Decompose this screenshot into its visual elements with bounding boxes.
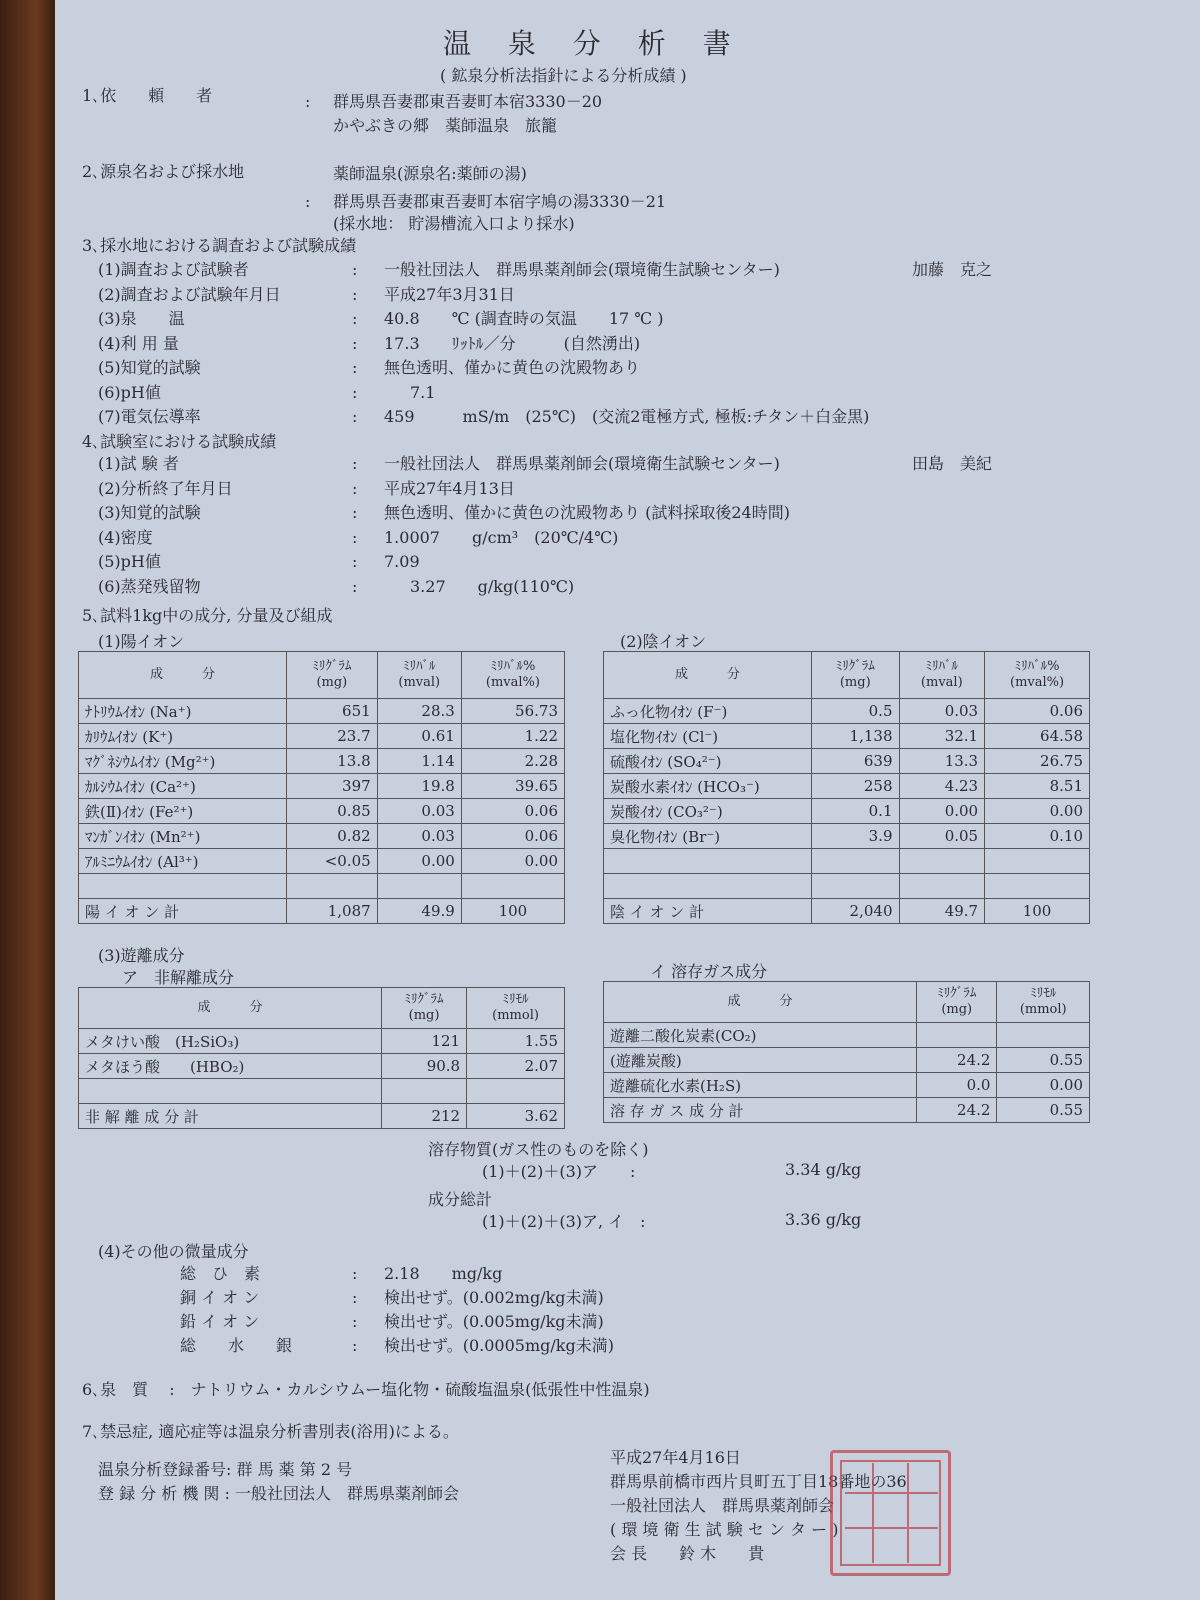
colon: : bbox=[352, 552, 358, 571]
trace-name: 総 水 銀 bbox=[180, 1336, 293, 1355]
cation-title: (1)陽イオン bbox=[98, 632, 185, 651]
cell-value: 639 bbox=[812, 749, 900, 774]
cell-value: 0.06 bbox=[461, 799, 564, 824]
field-label: (4)利 用 量 bbox=[98, 333, 179, 353]
column-header: ﾐﾘﾓﾙ (mmol) bbox=[467, 988, 565, 1029]
column-header: 成 分 bbox=[79, 988, 382, 1029]
colon: : bbox=[352, 527, 358, 547]
nondissociated-title: ア 非解離成分 bbox=[122, 968, 235, 987]
dissolved-value: 3.34 g/kg bbox=[785, 1160, 862, 1179]
colon: : bbox=[352, 309, 358, 328]
colon: : bbox=[352, 478, 358, 498]
column-header: ﾐﾘｸﾞﾗﾑ (mg) bbox=[382, 988, 467, 1029]
cell-value: 64.58 bbox=[985, 724, 1090, 749]
column-header: ﾐﾘｸﾞﾗﾑ (mg) bbox=[812, 652, 900, 699]
dissolved-formula: (1)＋(2)＋(3)ア : bbox=[482, 1162, 636, 1181]
column-header: ﾐﾘｸﾞﾗﾑ (mg) bbox=[917, 982, 997, 1023]
ion-name: ふっ化物ｲｵﾝ (F⁻) bbox=[604, 699, 812, 724]
total-label: 陽 イ オ ン 計 bbox=[79, 899, 287, 924]
column-header: ﾐﾘﾊﾞﾙ (mval) bbox=[377, 652, 461, 699]
cell-value: 0.03 bbox=[899, 699, 985, 724]
dissolved-gas-title: イ 溶存ガス成分 bbox=[650, 962, 768, 981]
field-label: (3)泉 温 bbox=[98, 309, 185, 328]
table-row bbox=[79, 799, 565, 824]
cell-value: 258 bbox=[812, 774, 900, 799]
field-value: 7.1 bbox=[410, 382, 436, 402]
field-label: (6)蒸発残留物 bbox=[98, 576, 201, 596]
cell-value: 19.8 bbox=[377, 774, 461, 799]
cell-value: 0.5 bbox=[812, 699, 900, 724]
field-label: (3)知覚的試験 bbox=[98, 503, 201, 522]
issuer-organization: 一般社団法人 群馬県薬剤師会 bbox=[610, 1496, 835, 1515]
dissolved-label: 溶存物質(ガス性のものを除く) bbox=[428, 1140, 649, 1159]
component-name: 遊離硫化水素(H₂S) bbox=[604, 1073, 917, 1098]
cell-value: 0.03 bbox=[377, 799, 461, 824]
field-value: 1.0007 g/cm³ (20℃/4℃) bbox=[384, 527, 619, 547]
total-label: 非 解 離 成 分 計 bbox=[79, 1104, 382, 1129]
field-label: (6)pH値 bbox=[98, 382, 161, 402]
field-value: 平成27年3月31日 bbox=[384, 284, 515, 304]
cell-value: 39.65 bbox=[461, 774, 564, 799]
colon: : bbox=[305, 92, 311, 111]
section3-heading: 3､採水地における調査および試験成績 bbox=[82, 236, 357, 255]
table-row bbox=[79, 749, 565, 774]
ion-name: ｶﾘｳﾑｲｵﾝ (K⁺) bbox=[79, 724, 287, 749]
total-value: 2,040 bbox=[812, 899, 900, 924]
field-extra: 田島 美紀 bbox=[912, 454, 993, 473]
table-row bbox=[79, 849, 565, 874]
anion-table bbox=[603, 651, 1090, 924]
field-value: 7.09 bbox=[384, 552, 420, 571]
issue-date: 平成27年4月16日 bbox=[610, 1448, 741, 1467]
section4-heading: 4､試験室における試験成績 bbox=[82, 432, 277, 451]
table-row bbox=[79, 874, 565, 899]
column-header: ﾐﾘﾓﾙ (mmol) bbox=[997, 982, 1090, 1023]
field-value: 459 mS/m (25℃) (交流2電極方式, 極板:チタン＋白金黒) bbox=[384, 407, 870, 426]
cell-value bbox=[985, 849, 1090, 874]
total-label: 陰 イ オ ン 計 bbox=[604, 899, 812, 924]
cell-value bbox=[899, 874, 985, 899]
field-label: (1)試 験 者 bbox=[98, 454, 179, 473]
cell-value: 90.8 bbox=[382, 1054, 467, 1079]
cell-value: 1,138 bbox=[812, 724, 900, 749]
cell-value: 3.9 bbox=[812, 824, 900, 849]
cell-value: 2.07 bbox=[467, 1054, 565, 1079]
column-header: ﾐﾘﾊﾞﾙ% (mval%) bbox=[985, 652, 1090, 699]
field-label: (7)電気伝導率 bbox=[98, 407, 201, 426]
total-row bbox=[79, 1104, 565, 1129]
trace-value: 検出せず。(0.0005mg/kg未満) bbox=[384, 1336, 614, 1355]
total-formula: (1)＋(2)＋(3)ア, イ : bbox=[482, 1212, 646, 1231]
gas-table bbox=[603, 981, 1090, 1123]
cell-value: 13.8 bbox=[287, 749, 378, 774]
table-row bbox=[79, 699, 565, 724]
table-row bbox=[604, 1023, 1090, 1048]
ion-name: ﾏﾝｶﾞﾝｲｵﾝ (Mn²⁺) bbox=[79, 824, 287, 849]
cell-value: 2.28 bbox=[461, 749, 564, 774]
field-label: (2)分析終了年月日 bbox=[98, 478, 233, 498]
total-row bbox=[604, 1098, 1090, 1123]
issuer-center: ( 環 境 衛 生 試 験 セ ン タ ー ) bbox=[610, 1520, 839, 1539]
table-row bbox=[79, 1029, 565, 1054]
field-label: (4)密度 bbox=[98, 527, 153, 547]
colon: : bbox=[352, 333, 358, 353]
official-seal bbox=[830, 1450, 951, 1576]
source-label: 2､源泉名および採水地 bbox=[82, 162, 245, 181]
cell-value: 651 bbox=[287, 699, 378, 724]
field-value: 無色透明、僅かに黄色の沈殿物あり bbox=[384, 358, 641, 377]
total-row bbox=[604, 899, 1090, 924]
document-subtitle: ( 鉱泉分析法指針による分析成績 ) bbox=[440, 66, 687, 85]
contraindications-note: 7､禁忌症, 適応症等は温泉分析書別表(浴用)による。 bbox=[82, 1422, 459, 1441]
table-row bbox=[79, 824, 565, 849]
cell-value bbox=[985, 874, 1090, 899]
anion-title: (2)陰イオン bbox=[620, 632, 707, 651]
colon: : bbox=[352, 284, 358, 304]
cell-value: 0.82 bbox=[287, 824, 378, 849]
cell-value: 0.1 bbox=[812, 799, 900, 824]
cell-value bbox=[377, 874, 461, 899]
cell-value: 0.85 bbox=[287, 799, 378, 824]
cell-value bbox=[461, 874, 564, 899]
ion-name: ｶﾙｼｳﾑｲｵﾝ (Ca²⁺) bbox=[79, 774, 287, 799]
sampling-point: (採水地： 貯湯槽流入口より採水) bbox=[333, 214, 575, 233]
ion-name: 鉄(Ⅱ)ｲｵﾝ (Fe²⁺) bbox=[79, 799, 287, 824]
field-value: 40.8 ℃ (調査時の気温 17 ℃ ) bbox=[384, 309, 664, 328]
document-title: 温 泉 分 析 書 bbox=[443, 27, 745, 60]
client-label: 1､依 頼 者 bbox=[82, 86, 213, 105]
colon: : bbox=[352, 1264, 358, 1283]
ion-name: 臭化物ｲｵﾝ (Br⁻) bbox=[604, 824, 812, 849]
ion-name: 硫酸ｲｵﾝ (SO₄²⁻) bbox=[604, 749, 812, 774]
ion-name: ﾏｸﾞﾈｼｳﾑｲｵﾝ (Mg²⁺) bbox=[79, 749, 287, 774]
field-label: (2)調査および試験年月日 bbox=[98, 284, 281, 304]
field-label: (1)調査および試験者 bbox=[98, 260, 249, 279]
total-value: 49.9 bbox=[377, 899, 461, 924]
cell-value: 0.00 bbox=[985, 799, 1090, 824]
cell-value bbox=[899, 849, 985, 874]
field-value: 一般社団法人 群馬県薬剤師会(環境衛生試験センター) bbox=[384, 260, 780, 279]
issuer-address: 群馬県前橋市西片貝町五丁目18番地の36 bbox=[610, 1472, 907, 1491]
cell-value bbox=[812, 874, 900, 899]
component-name: メタけい酸 (H₂SiO₃) bbox=[79, 1029, 382, 1054]
cell-value: 0.10 bbox=[985, 824, 1090, 849]
free-components-title: (3)遊離成分 bbox=[98, 946, 185, 965]
ion-name bbox=[604, 849, 812, 874]
section5-heading: 5､試料1kg中の成分, 分量及び組成 bbox=[82, 606, 333, 625]
field-value: 17.3 ﾘｯﾄﾙ／分 (自然湧出) bbox=[384, 333, 641, 353]
total-value: 212 bbox=[382, 1104, 467, 1129]
total-value: 49.7 bbox=[899, 899, 985, 924]
cell-value: 4.23 bbox=[899, 774, 985, 799]
cell-value bbox=[917, 1023, 997, 1048]
field-value: 一般社団法人 群馬県薬剤師会(環境衛生試験センター) bbox=[384, 454, 780, 473]
cell-value: 0.06 bbox=[985, 699, 1090, 724]
cell-value bbox=[287, 874, 378, 899]
column-header: ﾐﾘﾊﾞﾙ% (mval%) bbox=[461, 652, 564, 699]
cell-value: <0.05 bbox=[287, 849, 378, 874]
cell-value: 0.0 bbox=[917, 1073, 997, 1098]
registration-number: 温泉分析登録番号: 群 馬 薬 第 2 号 bbox=[98, 1460, 353, 1479]
total-label: 成分総計 bbox=[428, 1190, 493, 1209]
cell-value: 0.00 bbox=[377, 849, 461, 874]
ion-name bbox=[79, 874, 287, 899]
component-name bbox=[79, 1079, 382, 1104]
total-value: 24.2 bbox=[917, 1098, 997, 1123]
column-header: ﾐﾘｸﾞﾗﾑ (mg) bbox=[287, 652, 378, 699]
ion-name: 炭酸水素ｲｵﾝ (HCO₃⁻) bbox=[604, 774, 812, 799]
cell-value: 1.55 bbox=[467, 1029, 565, 1054]
cell-value: 1.22 bbox=[461, 724, 564, 749]
field-value: 無色透明、僅かに黄色の沈殿物あり (試料採取後24時間) bbox=[384, 503, 790, 522]
cell-value bbox=[382, 1079, 467, 1104]
colon: : bbox=[352, 407, 358, 426]
cell-value: 121 bbox=[382, 1029, 467, 1054]
field-label: (5)知覚的試験 bbox=[98, 358, 201, 377]
column-header: 成 分 bbox=[79, 652, 287, 699]
cell-value bbox=[467, 1079, 565, 1104]
registered-organization: 登 録 分 析 機 関 : 一般社団法人 群馬県薬剤師会 bbox=[98, 1484, 459, 1503]
cell-value: 24.2 bbox=[917, 1048, 997, 1073]
source-address: 群馬県吾妻郡東吾妻町本宿字鳩の湯3330－21 bbox=[333, 192, 667, 211]
field-label: (5)pH値 bbox=[98, 552, 161, 571]
trace-value: 2.18 mg/kg bbox=[384, 1264, 503, 1283]
wood-frame bbox=[0, 0, 60, 1600]
cell-value: 28.3 bbox=[377, 699, 461, 724]
table-row bbox=[604, 824, 1090, 849]
trace-value: 検出せず。(0.005mg/kg未満) bbox=[384, 1312, 604, 1331]
column-header: ﾐﾘﾊﾞﾙ (mval) bbox=[899, 652, 985, 699]
table-row bbox=[79, 774, 565, 799]
table-row bbox=[604, 774, 1090, 799]
colon: : bbox=[352, 576, 358, 596]
colon: : bbox=[352, 260, 358, 279]
president: 会 長 鈴 木 貴 bbox=[610, 1544, 765, 1563]
colon: : bbox=[352, 454, 358, 473]
cell-value: 0.00 bbox=[461, 849, 564, 874]
colon: : bbox=[352, 503, 358, 522]
cation-table bbox=[78, 651, 565, 924]
ion-name bbox=[604, 874, 812, 899]
table-row bbox=[604, 849, 1090, 874]
total-row bbox=[79, 899, 565, 924]
table-row bbox=[604, 749, 1090, 774]
table-row bbox=[604, 699, 1090, 724]
table-row bbox=[604, 1048, 1090, 1073]
cell-value: 1.14 bbox=[377, 749, 461, 774]
column-header: 成 分 bbox=[604, 982, 917, 1023]
cell-value: 0.00 bbox=[899, 799, 985, 824]
cell-value: 0.00 bbox=[997, 1073, 1090, 1098]
table-row bbox=[604, 1073, 1090, 1098]
cell-value: 23.7 bbox=[287, 724, 378, 749]
table-row bbox=[79, 1079, 565, 1104]
cell-value: 56.73 bbox=[461, 699, 564, 724]
field-value: 平成27年4月13日 bbox=[384, 478, 515, 498]
cell-value: 0.06 bbox=[461, 824, 564, 849]
column-header: 成 分 bbox=[604, 652, 812, 699]
trace-name: 鉛 イ オ ン bbox=[180, 1312, 260, 1331]
ion-name: ﾅﾄﾘｳﾑｲｵﾝ (Na⁺) bbox=[79, 699, 287, 724]
cell-value: 0.03 bbox=[377, 824, 461, 849]
total-value: 3.36 g/kg bbox=[785, 1210, 862, 1229]
total-value: 0.55 bbox=[997, 1098, 1090, 1123]
component-name: 遊離二酸化炭素(CO₂) bbox=[604, 1023, 917, 1048]
colon: : bbox=[352, 1288, 358, 1307]
colon: : bbox=[305, 192, 311, 211]
cell-value: 26.75 bbox=[985, 749, 1090, 774]
component-name: (遊離炭酸) bbox=[604, 1048, 917, 1073]
field-value: 3.27 g/kg(110℃) bbox=[410, 576, 575, 596]
colon: : bbox=[352, 1336, 358, 1355]
seal-graphic bbox=[833, 1453, 948, 1573]
trace-title: (4)その他の微量成分 bbox=[98, 1242, 249, 1261]
client-address: 群馬県吾妻郡東吾妻町本宿3330－20 bbox=[333, 92, 603, 111]
table-row bbox=[79, 724, 565, 749]
table-row bbox=[79, 1054, 565, 1079]
cell-value: 0.61 bbox=[377, 724, 461, 749]
trace-name: 銅 イ オ ン bbox=[180, 1288, 260, 1307]
client-name: かやぶきの郷 薬師温泉 旅籠 bbox=[333, 116, 558, 135]
source-name: 薬師温泉(源泉名:薬師の湯) bbox=[333, 164, 527, 183]
total-value: 100 bbox=[461, 899, 564, 924]
cell-value bbox=[997, 1023, 1090, 1048]
ion-name: ｱﾙﾐﾆｳﾑｲｵﾝ (Al³⁺) bbox=[79, 849, 287, 874]
spring-quality: 6､泉 質 : ナトリウム・カルシウムー塩化物・硫酸塩温泉(低張性中性温泉) bbox=[82, 1380, 650, 1399]
component-name: メタほう酸 (HBO₂) bbox=[79, 1054, 382, 1079]
total-value: 3.62 bbox=[467, 1104, 565, 1129]
cell-value: 397 bbox=[287, 774, 378, 799]
field-extra: 加藤 克之 bbox=[912, 260, 993, 279]
ion-name: 炭酸ｲｵﾝ (CO₃²⁻) bbox=[604, 799, 812, 824]
cell-value bbox=[812, 849, 900, 874]
table-row bbox=[604, 799, 1090, 824]
trace-name: 総 ひ 素 bbox=[180, 1264, 261, 1283]
cell-value: 13.3 bbox=[899, 749, 985, 774]
table-row bbox=[604, 724, 1090, 749]
colon: : bbox=[352, 358, 358, 377]
table-row bbox=[604, 874, 1090, 899]
colon: : bbox=[352, 382, 358, 402]
total-label: 溶 存 ガ ス 成 分 計 bbox=[604, 1098, 917, 1123]
trace-value: 検出せず。(0.002mg/kg未満) bbox=[384, 1288, 604, 1307]
ion-name: 塩化物ｲｵﾝ (Cl⁻) bbox=[604, 724, 812, 749]
nondissociated-table bbox=[78, 987, 565, 1129]
cell-value: 8.51 bbox=[985, 774, 1090, 799]
total-value: 100 bbox=[985, 899, 1090, 924]
total-value: 1,087 bbox=[287, 899, 378, 924]
cell-value: 0.05 bbox=[899, 824, 985, 849]
colon: : bbox=[352, 1312, 358, 1331]
cell-value: 32.1 bbox=[899, 724, 985, 749]
cell-value: 0.55 bbox=[997, 1048, 1090, 1073]
